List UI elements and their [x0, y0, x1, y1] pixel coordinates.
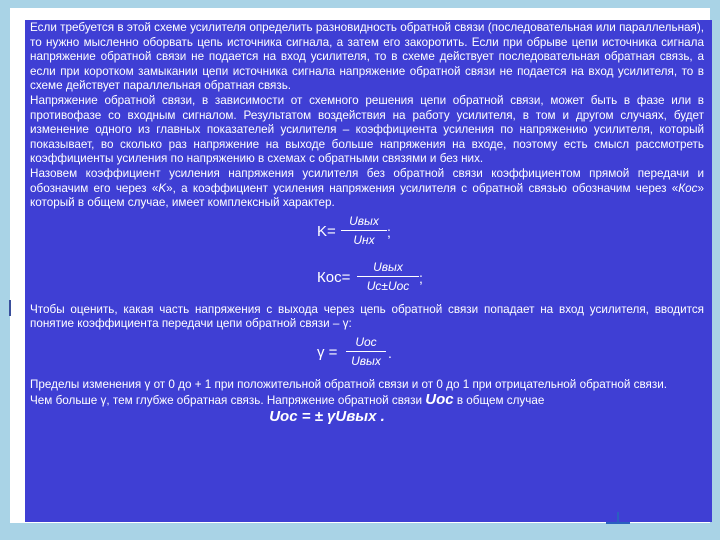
paragraph-gamma-depth [30, 390, 704, 409]
formula-lhs: γ = [317, 343, 338, 361]
text-run: », а коэффициент усиления напряжения усилителя с обратной связью обозначим через « [166, 181, 679, 195]
fraction [341, 213, 387, 248]
formula-tail: ; [387, 223, 391, 240]
formula-uoc: Uос = ± γUвых . [269, 408, 385, 426]
text-panel [25, 20, 712, 522]
text-run: » который в общем случае, имеет комплексный характер. [30, 181, 705, 210]
paragraph-gamma-limits: Пределы изменения γ от 0 до + 1 при положительной обратной связи и от 0 до 1 при отрицательной обратной связи. [30, 377, 667, 391]
numerator: Uвых [373, 259, 403, 274]
formula-gamma [30, 332, 704, 378]
numerator: Uвых [349, 213, 379, 228]
formula-uoc-row [30, 410, 704, 426]
text-run: в общем случае [453, 393, 545, 407]
slide-frame [10, 8, 710, 523]
fraction-bar [341, 230, 387, 231]
formula-tail: . [388, 344, 392, 361]
paragraph-gamma-intro: Чтобы оценить, какая часть напряжения с выхода через цепь обратной связи попадает на вход усилителя, вводится понятие коэффициента передачи цепи обратной связи – γ: [30, 302, 704, 331]
formula-k [30, 211, 704, 257]
bottom-anchor-mark [606, 518, 630, 524]
paragraph-gain-definition [30, 167, 704, 211]
denominator: Uвых [351, 353, 381, 368]
formula-lhs: K= [317, 222, 336, 240]
symbol-koc: Кос [678, 181, 698, 195]
fraction-bar [346, 351, 386, 352]
fraction [346, 334, 386, 369]
text-run: Назовем коэффициент усиления напряжения усилителя без обратной связи коэффициентом прямой передачи и обозначим его через « [30, 166, 704, 195]
fraction [357, 259, 419, 294]
formula-lhs: Кос= [317, 268, 351, 286]
formula-koc [30, 257, 704, 303]
left-edge-mark [9, 300, 11, 316]
symbol-uoc: Uoc [425, 390, 454, 408]
numerator: Uос [355, 334, 377, 349]
formula-tail: ; [419, 269, 423, 286]
text-run: Чем больше γ, тем глубже обратная связь. Напряжение обратной связи [30, 393, 426, 407]
paragraph-feedback-voltage: Напряжение обратной связи, в зависимости от схемного решения цепи обратной связи, может быть в фазе или в противофазе со входным сигналом. Результатом воздействия на работу усилителя, в том и другом случаях, будет изменение одного из главных показателей усилителя – коэффициента усиления по напряжению усилителя, который показывает, во сколько раз напряжение на выходе больше напряжения на входе, поэтому есть смысл рассмотреть коэффициенты усиления по напряжению в схемах с обратными связями и без них. [30, 93, 704, 166]
fraction-bar [357, 276, 419, 277]
paragraph-feedback-type: Если требуется в этой схеме усилителя определить разновидность обратной связи (последовательная или параллельная), то нужно мысленно оборвать цепь источника сигнала, а затем его закоротить. Если при обрыве цепи источника сигнала напряжение обратной связи не подается на вход усилителя, то в схеме действует последовательная обратная связь, а если при коротком замыкании цепи источника сигнала напряжение обратной связи не подается на вход усилителя, то в схеме действует параллельная обратная связь. [30, 21, 704, 93]
denominator: Uнх [353, 232, 375, 247]
symbol-k: K [158, 181, 167, 195]
denominator: Uс±Uос [366, 278, 410, 293]
